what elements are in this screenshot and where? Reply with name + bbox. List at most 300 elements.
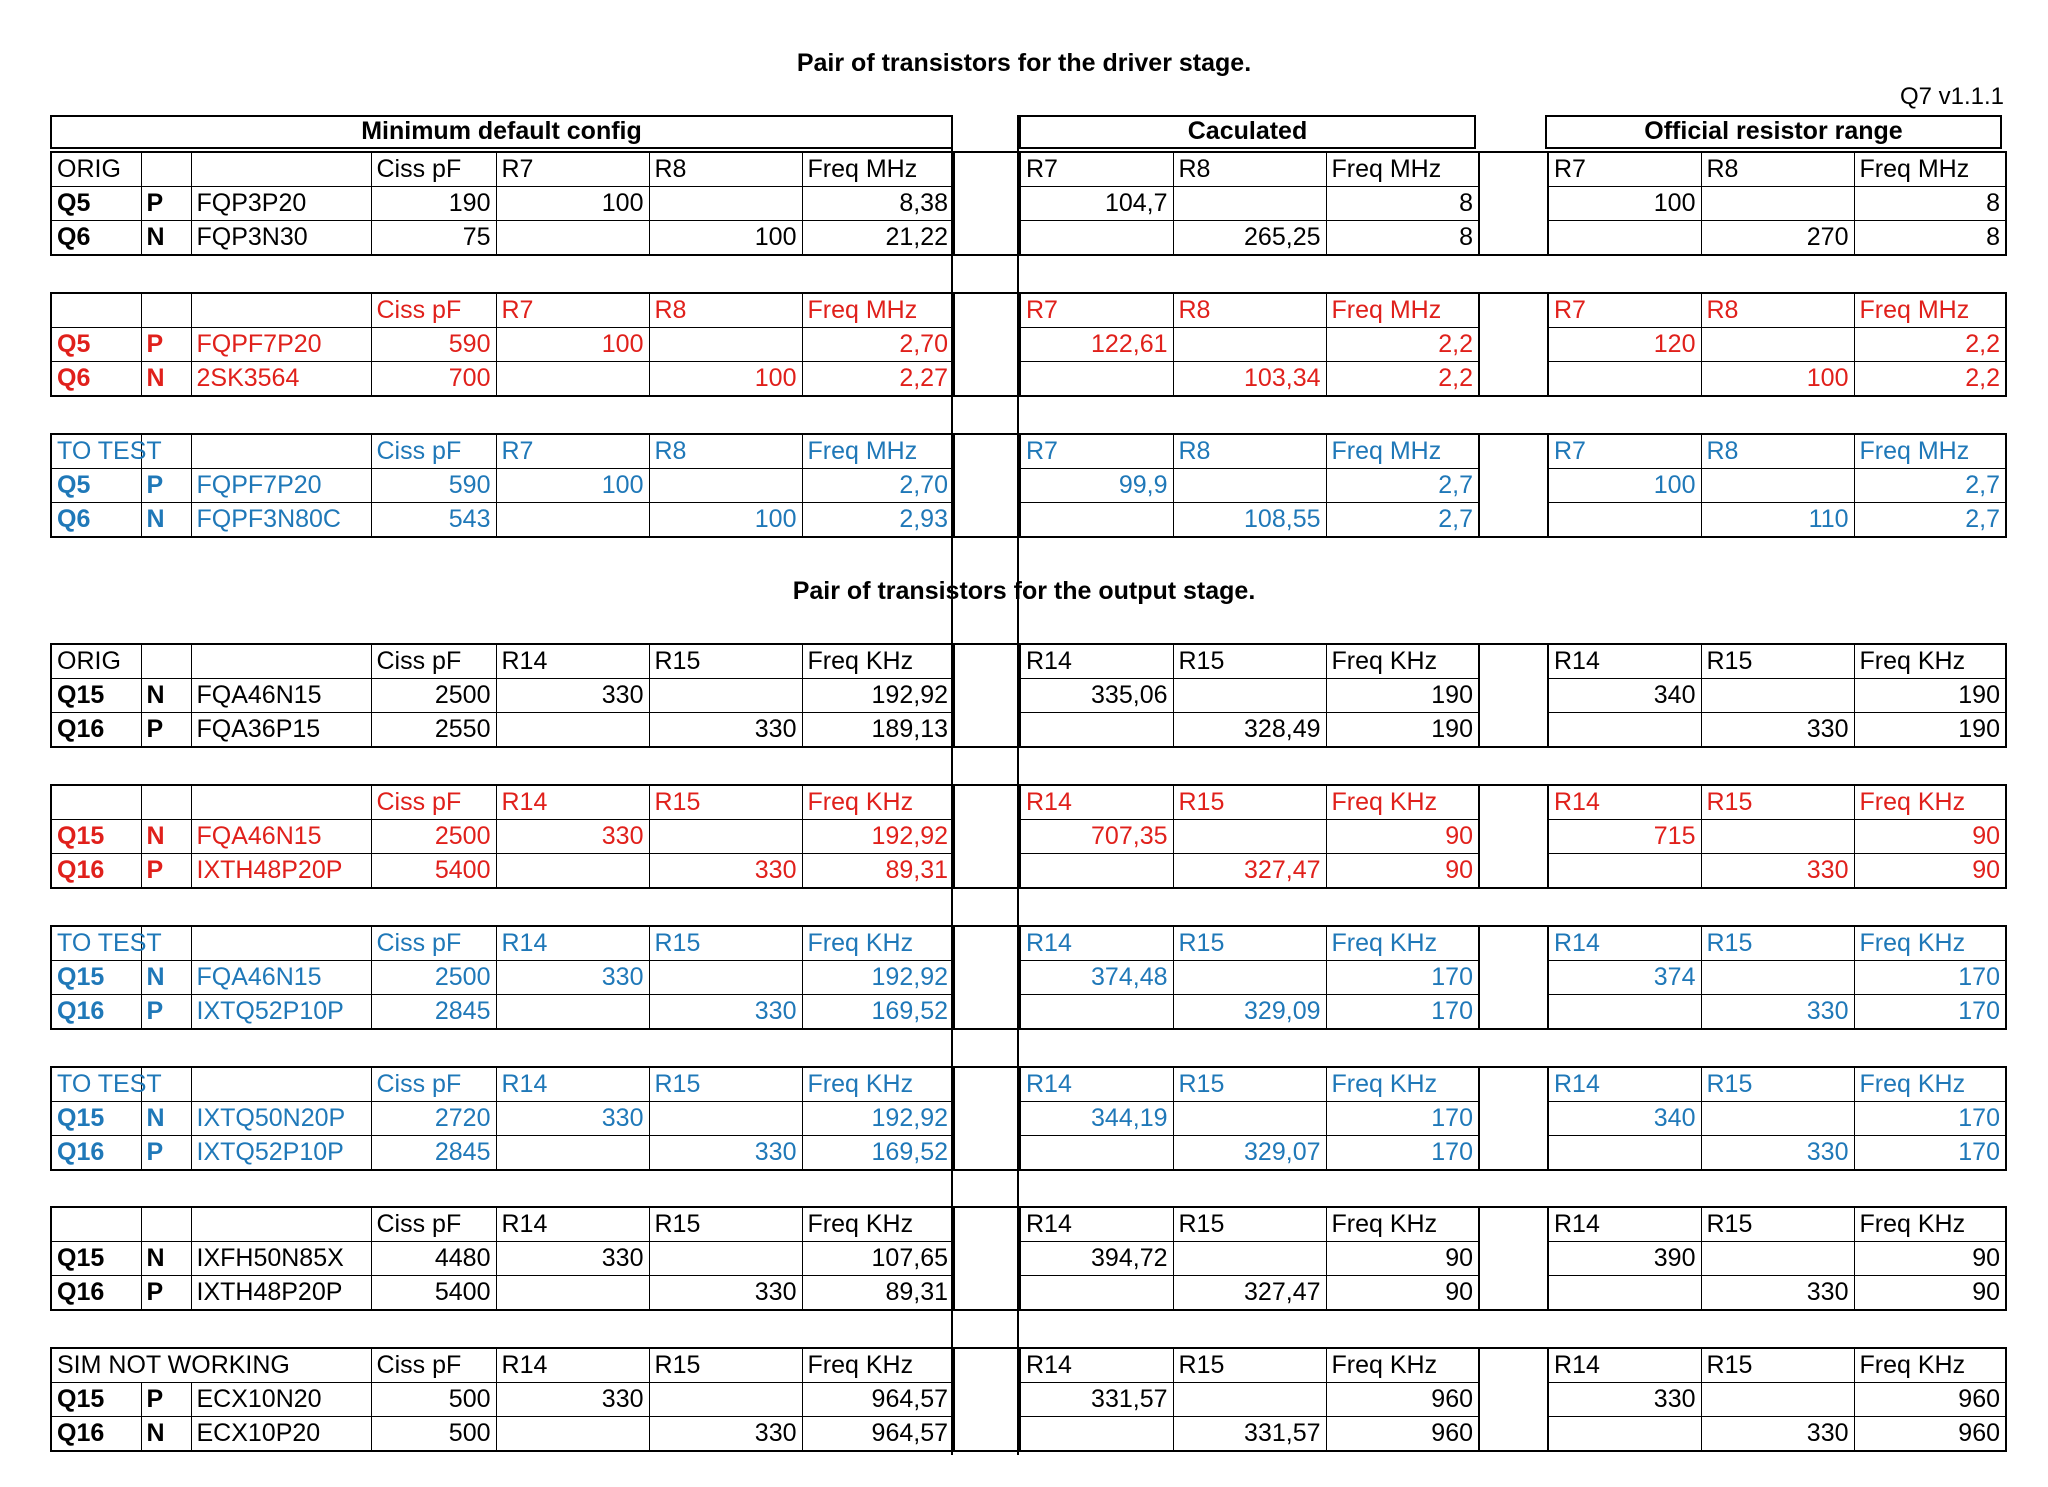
table-header-row [51, 644, 2006, 679]
data-cell: 100 [649, 503, 802, 538]
data-cell [649, 1102, 802, 1136]
header-cell: ORIG [51, 644, 141, 679]
header-cell: R15 [1173, 785, 1326, 820]
header-cell: Freq KHz [802, 1348, 954, 1383]
data-cell: 170 [1854, 995, 2006, 1030]
gap-cell [954, 1276, 1020, 1311]
gap-cell [1479, 187, 1548, 221]
data-cell: 330 [1701, 713, 1854, 748]
table-row [51, 328, 2006, 362]
data-cell [1020, 221, 1173, 256]
transistor-table [50, 784, 2007, 889]
header-cell [141, 1207, 191, 1242]
header-cell: Freq KHz [802, 644, 954, 679]
gap-cell [954, 187, 1020, 221]
data-cell: ECX10N20 [191, 1383, 371, 1417]
data-cell: 190 [1854, 679, 2006, 713]
header-cell: R15 [1701, 785, 1854, 820]
data-cell: 192,92 [802, 961, 954, 995]
header-cell: R8 [1701, 434, 1854, 469]
gap-cell [954, 362, 1020, 397]
header-cell: R15 [1173, 644, 1326, 679]
header-cell: Freq KHz [1326, 644, 1479, 679]
header-cell: Freq KHz [1854, 1207, 2006, 1242]
header-cell: R7 [1020, 152, 1173, 187]
data-cell: 100 [649, 362, 802, 397]
data-cell: 90 [1326, 820, 1479, 854]
header-cell: R8 [1173, 152, 1326, 187]
data-cell [1701, 328, 1854, 362]
data-cell: Q15 [51, 1102, 141, 1136]
data-cell: Q6 [51, 503, 141, 538]
data-cell: 100 [649, 221, 802, 256]
data-cell: Q15 [51, 679, 141, 713]
header-cell: SIM NOT WORKING [51, 1348, 371, 1383]
data-cell: P [141, 713, 191, 748]
data-cell: 330 [496, 820, 649, 854]
version-label: Q7 v1.1.1 [1899, 83, 2004, 110]
table-row [51, 187, 2006, 221]
gap-cell [954, 293, 1020, 328]
data-cell: 2720 [371, 1102, 496, 1136]
gap-cell [954, 1383, 1020, 1417]
table-row [51, 469, 2006, 503]
data-cell: 330 [496, 961, 649, 995]
data-cell: 170 [1854, 961, 2006, 995]
header-cell: Freq MHz [1854, 152, 2006, 187]
data-cell: 192,92 [802, 679, 954, 713]
data-cell: FQA46N15 [191, 679, 371, 713]
data-cell [496, 503, 649, 538]
data-cell: IXTQ50N20P [191, 1102, 371, 1136]
data-cell: IXTQ52P10P [191, 995, 371, 1030]
header-cell: R14 [1020, 1067, 1173, 1102]
data-cell: 100 [496, 187, 649, 221]
data-cell [1701, 469, 1854, 503]
data-cell: 590 [371, 328, 496, 362]
gap-cell [954, 221, 1020, 256]
header-cell: R15 [649, 1067, 802, 1102]
data-cell: 331,57 [1173, 1417, 1326, 1452]
data-cell: 90 [1326, 1242, 1479, 1276]
output-stage-title: Pair of transistors for the output stage. [792, 577, 1256, 605]
header-cell: R15 [1701, 1348, 1854, 1383]
header-cell: R14 [1020, 644, 1173, 679]
data-cell [1173, 820, 1326, 854]
header-cell: R7 [1548, 434, 1701, 469]
header-cell: Freq MHz [802, 152, 954, 187]
gap-cell [954, 679, 1020, 713]
data-cell: 190 [1326, 713, 1479, 748]
data-cell: 2,93 [802, 503, 954, 538]
header-cell: R14 [1020, 926, 1173, 961]
data-cell [1701, 1102, 1854, 1136]
gap-cell [1479, 1383, 1548, 1417]
data-cell: 169,52 [802, 1136, 954, 1171]
gap-cell [954, 820, 1020, 854]
header-cell: Freq KHz [1854, 1067, 2006, 1102]
table-header-row [51, 293, 2006, 328]
header-cell: R15 [649, 1207, 802, 1242]
header-cell: R7 [1548, 293, 1701, 328]
data-cell: FQPF7P20 [191, 469, 371, 503]
header-cell: TO TEST [51, 434, 141, 469]
header-cell: R14 [1548, 1067, 1701, 1102]
data-cell [496, 995, 649, 1030]
data-cell: FQA36P15 [191, 713, 371, 748]
header-cell [191, 1207, 371, 1242]
data-cell [1173, 1242, 1326, 1276]
header-cell: R7 [1020, 293, 1173, 328]
data-cell: 2845 [371, 995, 496, 1030]
header-cell: R7 [1548, 152, 1701, 187]
gap-cell [954, 1242, 1020, 1276]
data-cell: 100 [1548, 469, 1701, 503]
header-cell: Freq MHz [1854, 434, 2006, 469]
data-cell [649, 1242, 802, 1276]
header-cell: R15 [1701, 1067, 1854, 1102]
data-cell: 374,48 [1020, 961, 1173, 995]
data-cell: FQPF3N80C [191, 503, 371, 538]
data-cell: 330 [496, 1242, 649, 1276]
gap-cell [954, 995, 1020, 1030]
header-cell: R7 [496, 434, 649, 469]
data-cell: P [141, 1383, 191, 1417]
data-cell [1701, 961, 1854, 995]
data-cell: 90 [1854, 1276, 2006, 1311]
gap-cell [954, 1136, 1020, 1171]
data-cell: 330 [496, 679, 649, 713]
data-cell: Q16 [51, 1136, 141, 1171]
header-cell: R14 [1020, 1207, 1173, 1242]
header-cell: R8 [1701, 152, 1854, 187]
data-cell: 330 [649, 713, 802, 748]
data-cell: Q16 [51, 995, 141, 1030]
data-cell: 170 [1854, 1102, 2006, 1136]
header-cell: R15 [1701, 1207, 1854, 1242]
data-cell: 2,27 [802, 362, 954, 397]
data-cell: P [141, 187, 191, 221]
gap-cell [1479, 1207, 1548, 1242]
data-cell: 327,47 [1173, 854, 1326, 889]
data-cell: 328,49 [1173, 713, 1326, 748]
data-cell: 330 [649, 1136, 802, 1171]
gap-cell [1479, 713, 1548, 748]
header-cell: Freq MHz [1326, 434, 1479, 469]
header-cell [191, 785, 371, 820]
data-cell: 170 [1326, 961, 1479, 995]
data-cell: 960 [1326, 1417, 1479, 1452]
gap-cell [1479, 434, 1548, 469]
data-cell: N [141, 679, 191, 713]
header-cell: R15 [649, 926, 802, 961]
transistor-table [50, 643, 2007, 748]
header-cell [141, 785, 191, 820]
gap-cell [1479, 961, 1548, 995]
data-cell: 8,38 [802, 187, 954, 221]
gap-cell [1479, 1276, 1548, 1311]
data-cell [1548, 1136, 1701, 1171]
header-cell: R14 [496, 785, 649, 820]
data-cell: N [141, 1242, 191, 1276]
header-cell: Freq KHz [1854, 644, 2006, 679]
data-cell: 2845 [371, 1136, 496, 1171]
data-cell: 169,52 [802, 995, 954, 1030]
data-cell: IXTH48P20P [191, 1276, 371, 1311]
header-cell [191, 1067, 371, 1102]
gap-cell [1479, 293, 1548, 328]
data-cell [649, 961, 802, 995]
data-cell: 500 [371, 1417, 496, 1452]
gap-cell [954, 926, 1020, 961]
data-cell: Q16 [51, 1417, 141, 1452]
header-cell: Freq KHz [1326, 785, 1479, 820]
gap-cell [954, 152, 1020, 187]
data-cell: 110 [1701, 503, 1854, 538]
data-cell: 590 [371, 469, 496, 503]
gap-cell [1479, 926, 1548, 961]
data-cell [1173, 1383, 1326, 1417]
data-cell: 99,9 [1020, 469, 1173, 503]
data-cell: 89,31 [802, 1276, 954, 1311]
data-cell: 329,09 [1173, 995, 1326, 1030]
driver-stage-title: Pair of transistors for the driver stage. [796, 49, 1252, 77]
header-cell: R14 [1548, 926, 1701, 961]
data-cell: 2,2 [1854, 362, 2006, 397]
data-cell: 340 [1548, 1102, 1701, 1136]
gap-cell [1479, 785, 1548, 820]
data-cell: IXTH48P20P [191, 854, 371, 889]
table-row [51, 679, 2006, 713]
data-cell: 2500 [371, 961, 496, 995]
data-cell: FQA46N15 [191, 820, 371, 854]
data-cell: N [141, 503, 191, 538]
data-cell [1020, 713, 1173, 748]
header-cell: Freq KHz [1854, 785, 2006, 820]
header-cell [191, 293, 371, 328]
gap-cell [954, 469, 1020, 503]
header-cell: R15 [649, 644, 802, 679]
data-cell: 100 [496, 469, 649, 503]
gap-cell [1479, 679, 1548, 713]
transistor-table [50, 1347, 2007, 1452]
data-cell: 90 [1854, 854, 2006, 889]
data-cell: 330 [1701, 995, 1854, 1030]
gap-cell [1479, 995, 1548, 1030]
header-cell: R15 [1173, 1207, 1326, 1242]
table-header-row [51, 1067, 2006, 1102]
header-cell: Freq KHz [802, 785, 954, 820]
transistor-table [50, 925, 2007, 1030]
gap-cell [954, 1348, 1020, 1383]
data-cell: 2,70 [802, 469, 954, 503]
gap-cell [1479, 362, 1548, 397]
data-cell: 700 [371, 362, 496, 397]
data-cell: 120 [1548, 328, 1701, 362]
header-cell: R8 [1173, 434, 1326, 469]
header-cell [51, 1207, 141, 1242]
gap-cell [1479, 854, 1548, 889]
gap-cell [1479, 503, 1548, 538]
header-cell: R15 [1173, 926, 1326, 961]
data-cell [1173, 328, 1326, 362]
data-cell: 330 [649, 995, 802, 1030]
gap-cell [954, 713, 1020, 748]
gap-cell [1479, 1417, 1548, 1452]
data-cell [649, 328, 802, 362]
data-cell: 108,55 [1173, 503, 1326, 538]
data-cell [1173, 187, 1326, 221]
data-cell [1020, 503, 1173, 538]
data-cell: 543 [371, 503, 496, 538]
header-cell: R8 [649, 434, 802, 469]
header-cell: Freq MHz [802, 434, 954, 469]
header-cell: R15 [649, 1348, 802, 1383]
data-cell: 707,35 [1020, 820, 1173, 854]
data-cell: P [141, 854, 191, 889]
gap-cell [954, 328, 1020, 362]
data-cell: Q5 [51, 469, 141, 503]
data-cell: Q5 [51, 187, 141, 221]
table-row [51, 854, 2006, 889]
data-cell: 5400 [371, 854, 496, 889]
table-header-row [51, 785, 2006, 820]
data-cell: 374 [1548, 961, 1701, 995]
header-cell [191, 926, 371, 961]
data-cell: 2,7 [1326, 503, 1479, 538]
data-cell: Q16 [51, 713, 141, 748]
data-cell [1020, 362, 1173, 397]
data-cell: 330 [1701, 1417, 1854, 1452]
data-cell: N [141, 221, 191, 256]
data-cell: IXTQ52P10P [191, 1136, 371, 1171]
data-cell [1548, 995, 1701, 1030]
table-row [51, 713, 2006, 748]
data-cell: N [141, 820, 191, 854]
table-row [51, 221, 2006, 256]
gap-cell [1479, 1136, 1548, 1171]
data-cell [1020, 1417, 1173, 1452]
data-cell [1548, 221, 1701, 256]
data-cell: N [141, 1417, 191, 1452]
header-cell [141, 152, 191, 187]
data-cell [1020, 995, 1173, 1030]
data-cell: Q15 [51, 820, 141, 854]
header-cell [51, 293, 141, 328]
data-cell: 190 [1854, 713, 2006, 748]
transistor-table [50, 1066, 2007, 1171]
data-cell [1173, 469, 1326, 503]
header-cell: Ciss pF [371, 644, 496, 679]
data-cell: 104,7 [1020, 187, 1173, 221]
header-cell: R14 [1020, 1348, 1173, 1383]
data-cell: 100 [1701, 362, 1854, 397]
data-cell: FQP3P20 [191, 187, 371, 221]
transistor-table [50, 1206, 2007, 1311]
header-cell: R14 [1548, 644, 1701, 679]
data-cell [496, 1417, 649, 1452]
header-cell: R15 [649, 785, 802, 820]
table-row [51, 503, 2006, 538]
data-cell: 330 [1701, 1276, 1854, 1311]
data-cell [496, 713, 649, 748]
header-cell: Freq KHz [1326, 1207, 1479, 1242]
data-cell: 190 [371, 187, 496, 221]
data-cell: 964,57 [802, 1383, 954, 1417]
data-cell: 4480 [371, 1242, 496, 1276]
gap-cell [954, 1417, 1020, 1452]
min-config-header: Minimum default config [361, 117, 642, 145]
data-cell: 2SK3564 [191, 362, 371, 397]
data-cell: 90 [1854, 1242, 2006, 1276]
transistor-table [50, 151, 2007, 256]
header-cell: Ciss pF [371, 1348, 496, 1383]
gap-cell [1479, 1348, 1548, 1383]
header-cell: Freq MHz [802, 293, 954, 328]
header-cell: Freq KHz [1854, 926, 2006, 961]
data-cell [1701, 679, 1854, 713]
data-cell: FQA46N15 [191, 961, 371, 995]
data-cell: 100 [1548, 187, 1701, 221]
data-cell: P [141, 995, 191, 1030]
table-header-row [51, 152, 2006, 187]
gap-cell [1479, 221, 1548, 256]
data-cell: P [141, 328, 191, 362]
data-cell: 189,13 [802, 713, 954, 748]
gap-cell [954, 1102, 1020, 1136]
data-cell: 330 [649, 1417, 802, 1452]
data-cell: 21,22 [802, 221, 954, 256]
header-cell [51, 785, 141, 820]
gap-cell [1479, 1102, 1548, 1136]
data-cell: 170 [1326, 1136, 1479, 1171]
gap-cell [954, 434, 1020, 469]
gap-cell [1479, 644, 1548, 679]
data-cell: 330 [1701, 854, 1854, 889]
data-cell: 265,25 [1173, 221, 1326, 256]
table-header-row [51, 434, 2006, 469]
data-cell: 8 [1326, 221, 1479, 256]
gap-cell [1479, 820, 1548, 854]
header-cell: R14 [1548, 785, 1701, 820]
header-cell: R7 [496, 293, 649, 328]
data-cell: ECX10P20 [191, 1417, 371, 1452]
header-cell [141, 644, 191, 679]
data-cell: 330 [649, 1276, 802, 1311]
gap-cell [1479, 1067, 1548, 1102]
header-cell: R15 [1173, 1348, 1326, 1383]
header-cell: Freq KHz [1326, 1348, 1479, 1383]
data-cell: 100 [496, 328, 649, 362]
header-cell: R15 [1173, 1067, 1326, 1102]
data-cell: 103,34 [1173, 362, 1326, 397]
header-cell: R7 [496, 152, 649, 187]
data-cell: 89,31 [802, 854, 954, 889]
data-cell: Q6 [51, 362, 141, 397]
data-cell: 2550 [371, 713, 496, 748]
data-cell: 170 [1854, 1136, 2006, 1171]
data-cell: 8 [1854, 221, 2006, 256]
data-cell: 960 [1326, 1383, 1479, 1417]
header-cell: R15 [1701, 644, 1854, 679]
gap-cell [954, 644, 1020, 679]
header-cell: Ciss pF [371, 926, 496, 961]
data-cell [496, 854, 649, 889]
header-cell: R8 [1701, 293, 1854, 328]
data-cell [649, 187, 802, 221]
data-cell: 2,7 [1326, 469, 1479, 503]
data-cell: Q15 [51, 961, 141, 995]
